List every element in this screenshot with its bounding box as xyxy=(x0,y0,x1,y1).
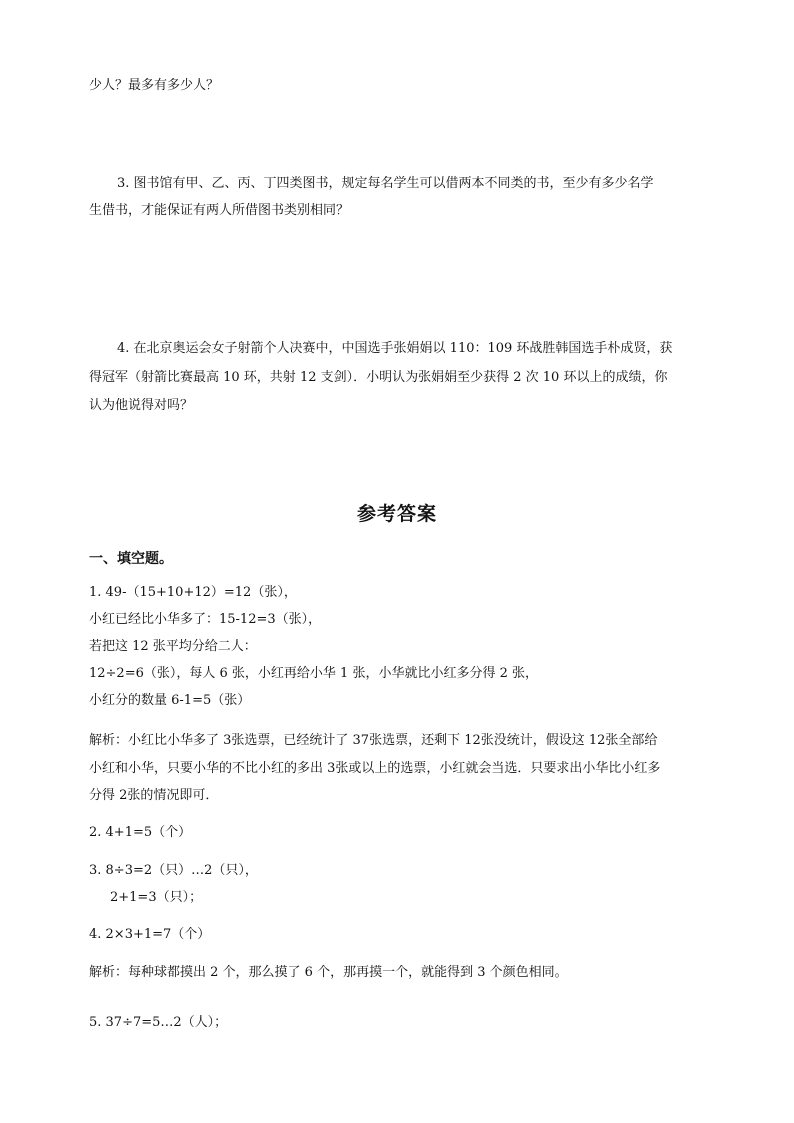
answer-4: 4. 2×3+1=7（个） xyxy=(89,927,211,942)
answer-1-analysis-line2: 小红和小华，只要小华的不比小红的多出 3张或以上的选票，小红就会当选．只要求出小华比小红多 xyxy=(89,761,661,776)
q2-tail: 少人？最多有多少人？ xyxy=(89,78,220,93)
q3-line1: 3. 图书馆有甲、乙、丙、丁四类图书，规定每名学生可以借两本不同类的书，至少有多少名学 xyxy=(117,176,654,191)
answer-5: 5. 37÷7=5…2（人）； xyxy=(89,1015,228,1030)
q4-line1: 4. 在北京奥运会女子射箭个人决赛中，中国选手张娟娟以 110：109 环战胜韩国选手朴成贤，获 xyxy=(117,341,673,356)
q4-line3: 认为他说得对吗？ xyxy=(89,398,194,413)
answer-4-analysis: 解析：每种球都摸出 2 个，那么摸了 6 个，那再摸一个，就能得到 3 个颜色相同。 xyxy=(89,965,568,980)
answer-3-line1: 3. 8÷3=2（只）…2（只）， xyxy=(89,863,258,878)
answer-3-line2: 2+1=3（只）； xyxy=(110,890,203,905)
answer-1-line3: 若把这 12 张平均分给二人： xyxy=(89,639,257,654)
section-fill-in: 一、填空题。 xyxy=(89,551,173,567)
q4-line2: 得冠军（射箭比赛最高 10 环，共射 12 支剑）．小明认为张娟娟至少获得 2 次 10 环以上的成绩，你 xyxy=(89,370,668,385)
answer-1-line2: 小红已经比小华多了：15-12=3（张）， xyxy=(89,612,322,627)
q3-line2: 生借书，才能保证有两人所借图书类别相同？ xyxy=(89,203,350,218)
answer-1-line4: 12÷2=6（张），每人 6 张，小红再给小华 1 张，小华就比小红多分得 2 张， xyxy=(89,666,538,681)
answer-1-analysis-line3: 分得 2张的情况即可． xyxy=(89,788,219,803)
answer-1-line5: 小红分的数量 6-1=5（张） xyxy=(89,693,251,708)
answer-2: 2. 4+1=5（个） xyxy=(89,825,192,840)
answers-title: 参考答案 xyxy=(356,503,437,525)
answer-1-analysis-line1: 解析：小红比小华多了 3张选票，已经统计了 37张选票，还剩下 12张没统计，假设这 12张全部给 xyxy=(89,733,658,748)
answer-1-line1: 1. 49-（15+10+12）=12（张）， xyxy=(89,585,297,600)
